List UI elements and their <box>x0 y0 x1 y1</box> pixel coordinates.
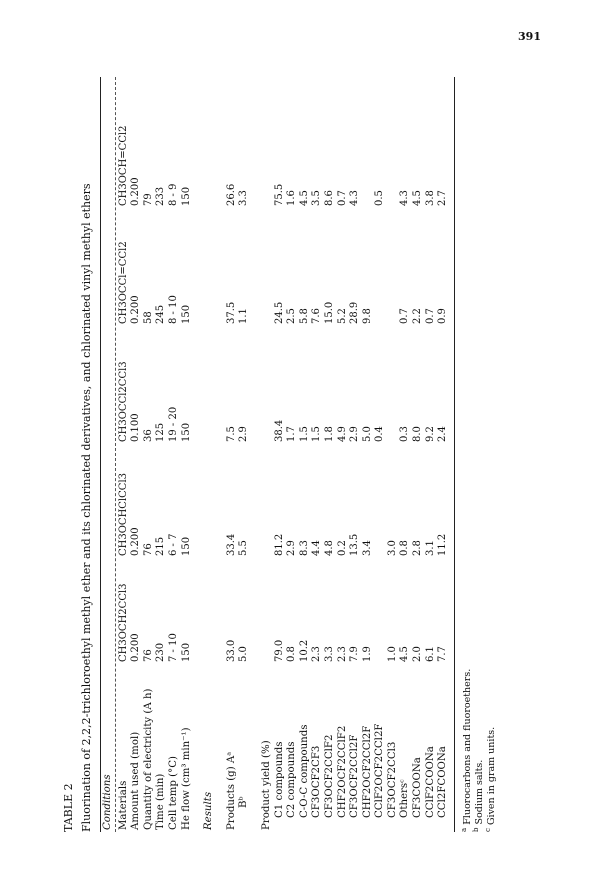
cell-value: 28.9 <box>349 301 361 324</box>
header-materials: Materials <box>117 780 129 830</box>
cell-value: 10.2 <box>298 639 310 662</box>
cell-value: 2.9 <box>286 540 298 556</box>
yield-row <box>337 77 350 832</box>
footnote-text: Given in gram units. <box>486 726 498 829</box>
cell-value: 15.0 <box>323 301 335 324</box>
cell-value: 3.0 <box>386 540 398 556</box>
cell-value: 7.7 <box>437 646 449 662</box>
cell-value: 33.4 <box>225 533 237 556</box>
page-number: 391 <box>518 30 541 43</box>
yield-row <box>274 77 287 832</box>
row-label: CF3OCF2CF3 <box>311 745 323 818</box>
yield-row <box>387 77 400 832</box>
yield-row <box>412 77 425 832</box>
cell-value: 38.4 <box>273 419 285 442</box>
cell-value: 4.9 <box>336 426 348 442</box>
cell-value: 79.0 <box>273 639 285 662</box>
cell-value: 2.3 <box>336 646 348 662</box>
cell-value: 0.7 <box>399 308 411 324</box>
cell-value: 19 - 20 <box>167 406 179 442</box>
cell-value: 0.4 <box>374 426 386 442</box>
cell-value: 2.3 <box>311 646 323 662</box>
header-col5: CH3OCH=CCl2 <box>117 125 129 206</box>
footnote-text: Fluorocarbons and fluoroethers. <box>462 668 474 828</box>
row-label: C2 compounds <box>286 741 298 818</box>
cell-value: 81.2 <box>273 533 285 556</box>
cell-value: 3.3 <box>238 190 250 206</box>
cell-value: 36 <box>142 429 154 442</box>
cell-value: 7.9 <box>349 646 361 662</box>
cell-value: 150 <box>180 186 192 206</box>
cell-value: 3.3 <box>323 646 335 662</box>
yield-row <box>324 77 337 832</box>
yield-row <box>311 77 324 832</box>
cell-value: 7.5 <box>225 426 237 442</box>
cell-value: 150 <box>180 642 192 662</box>
row-label: Bᵇ <box>238 796 250 808</box>
cell-value: 0.7 <box>424 308 436 324</box>
cell-value: 150 <box>180 422 192 442</box>
cell-value: 8.0 <box>412 426 424 442</box>
yield-row <box>437 77 450 832</box>
cell-value: 0.7 <box>336 190 348 206</box>
conditions-heading <box>102 77 115 832</box>
row-label: CCl2FCOONa <box>437 746 449 818</box>
cell-value: 0.5 <box>374 190 386 206</box>
table-title <box>80 183 93 832</box>
row-label: CF3OCF2CClF2 <box>323 734 335 818</box>
row-label: C1 compounds <box>273 741 285 818</box>
footnote-text: Sodium salts. <box>474 759 486 828</box>
header-col1: CH3OCH2CCl3 <box>117 583 129 662</box>
cell-value: 230 <box>155 642 167 662</box>
row-label: CF3OCF2CCl2F <box>349 734 361 818</box>
row-label: Products (g) Aᵃ <box>225 751 237 830</box>
cell-value: 1.0 <box>386 646 398 662</box>
cell-value: 24.5 <box>273 301 285 324</box>
yield-heading <box>261 77 274 832</box>
row-label: Time (min) <box>155 773 167 830</box>
bottom-rule <box>454 77 455 832</box>
cell-value: 245 <box>155 304 167 324</box>
row-label: Othersᶜ <box>399 779 411 818</box>
cell-value: 3.4 <box>361 540 373 556</box>
cell-value: 4.5 <box>399 646 411 662</box>
results-heading <box>203 77 216 832</box>
cell-value: 3.1 <box>424 540 436 556</box>
yield-row <box>425 77 438 832</box>
cell-value: 4.3 <box>349 190 361 206</box>
footnote-mark: a <box>460 827 468 832</box>
cell-value: 8 - 9 <box>167 183 179 206</box>
product-row <box>238 77 251 832</box>
cell-value: 4.5 <box>298 190 310 206</box>
row-label: CF3COONa <box>412 757 424 818</box>
cell-value: 3.5 <box>311 190 323 206</box>
cell-value: 1.8 <box>323 426 335 442</box>
yield-row <box>286 77 299 832</box>
cell-value: 9.2 <box>424 426 436 442</box>
table-label: TABLE 2 <box>62 783 75 832</box>
cell-value: 0.100 <box>130 413 142 442</box>
header-col4: CH3OCCl=CCl2 <box>117 241 129 324</box>
cell-value: 0.200 <box>130 177 142 206</box>
cell-value: 8.6 <box>323 190 335 206</box>
cell-value: 5.8 <box>298 308 310 324</box>
cell-value: 125 <box>155 422 167 442</box>
cell-value: 150 <box>180 304 192 324</box>
top-rule <box>100 77 101 832</box>
row-label: CF3OCF2CCl3 <box>386 741 398 818</box>
cell-value: 6.1 <box>424 646 436 662</box>
cell-value: 0.9 <box>437 308 449 324</box>
cell-value: 8.3 <box>298 540 310 556</box>
table-body <box>102 77 450 832</box>
cell-value: 5.5 <box>238 540 250 556</box>
cell-value: 58 <box>142 311 154 324</box>
footnote <box>484 727 497 832</box>
cell-value: 7 - 10 <box>167 633 179 662</box>
cell-value: 1.5 <box>311 426 323 442</box>
cell-value: 2.8 <box>412 540 424 556</box>
product-row <box>226 77 239 832</box>
row-gap <box>193 77 203 832</box>
cell-value: 5.0 <box>361 426 373 442</box>
cell-value: 76 <box>142 649 154 662</box>
cell-value: 1.1 <box>238 308 250 324</box>
rotated-table-region <box>40 72 560 832</box>
cell-value: 33.0 <box>225 639 237 662</box>
yield-row <box>374 77 387 832</box>
row-label: Quantity of electricity (A h) <box>142 688 154 830</box>
cell-value: 13.5 <box>349 533 361 556</box>
cell-value: 2.5 <box>286 308 298 324</box>
cell-value: 2.0 <box>412 646 424 662</box>
cell-value: 7.6 <box>311 308 323 324</box>
yield-row <box>299 77 312 832</box>
conditions-heading-text: Conditions <box>102 774 113 830</box>
cell-value: 3.8 <box>424 190 436 206</box>
row-label: He flow (cm³ min⁻¹) <box>180 727 192 830</box>
cell-value: 0.3 <box>399 426 411 442</box>
row-label: Amount used (mol) <box>130 731 142 830</box>
cell-value: 0.8 <box>286 646 298 662</box>
cell-value: 0.8 <box>399 540 411 556</box>
yield-row <box>362 77 375 832</box>
cell-value: 0.2 <box>336 540 348 556</box>
row-gap <box>251 77 261 832</box>
cell-value: 5.0 <box>238 646 250 662</box>
cell-value: 9.8 <box>361 308 373 324</box>
cell-value: 215 <box>155 536 167 556</box>
cell-value: 76 <box>142 543 154 556</box>
footnote-mark: c <box>484 828 492 832</box>
yield-row <box>349 77 362 832</box>
cell-value: 233 <box>155 186 167 206</box>
cell-value: 0.200 <box>130 633 142 662</box>
cell-value: 1.6 <box>286 190 298 206</box>
cell-value: 75.5 <box>273 183 285 206</box>
row-label: CClF2COONa <box>424 746 436 818</box>
cell-value: 6 - 7 <box>167 533 179 556</box>
cell-value: 4.3 <box>399 190 411 206</box>
cell-value: 37.5 <box>225 301 237 324</box>
row-gap <box>216 77 226 832</box>
cell-value: 4.5 <box>412 190 424 206</box>
cell-value: 2.9 <box>238 426 250 442</box>
cell-value: 2.9 <box>349 426 361 442</box>
row-label: CHF2OCF2CClF2 <box>336 725 348 818</box>
footnote-mark: b <box>472 827 480 832</box>
condition-row <box>143 77 156 832</box>
cell-value: 1.5 <box>298 426 310 442</box>
cell-value: 11.2 <box>437 533 449 556</box>
table-title-text: Fluorination of 2,2,2-trichloroethyl methyl ether and its chlorinated derivatives, and chlorinated vinyl methyl ethers <box>80 183 93 832</box>
yield-heading-text: Product yield (%) <box>260 740 272 830</box>
row-label: Cell temp (°C) <box>167 756 179 830</box>
header-rule <box>115 77 116 832</box>
cell-value: 79 <box>142 193 154 206</box>
cell-value: 0.200 <box>130 527 142 556</box>
row-label: CClF2OCF2CCl2F <box>374 723 386 818</box>
row-label: CHF2OCF2CCl2F <box>361 725 373 818</box>
cell-value: 1.7 <box>286 426 298 442</box>
yield-row <box>399 77 412 832</box>
condition-row <box>130 77 143 832</box>
cell-value: 0.200 <box>130 295 142 324</box>
header-col2: CH3OCHClCCl3 <box>117 472 129 556</box>
cell-value: 4.8 <box>323 540 335 556</box>
cell-value: 2.7 <box>437 190 449 206</box>
materials-header-row <box>118 77 131 832</box>
cell-value: 2.4 <box>437 426 449 442</box>
condition-row <box>155 77 168 832</box>
header-col3: CH3OCCl2CCl3 <box>117 361 129 442</box>
condition-row <box>168 77 181 832</box>
cell-value: 5.2 <box>336 308 348 324</box>
cell-value: 26.6 <box>225 183 237 206</box>
cell-value: 8 - 10 <box>167 295 179 324</box>
cell-value: 1.9 <box>361 646 373 662</box>
cell-value: 150 <box>180 536 192 556</box>
results-heading-text: Results <box>203 791 215 830</box>
condition-row <box>181 77 194 832</box>
cell-value: 4.4 <box>311 540 323 556</box>
row-label: C-O-C compounds <box>298 724 310 818</box>
cell-value: 2.2 <box>412 308 424 324</box>
